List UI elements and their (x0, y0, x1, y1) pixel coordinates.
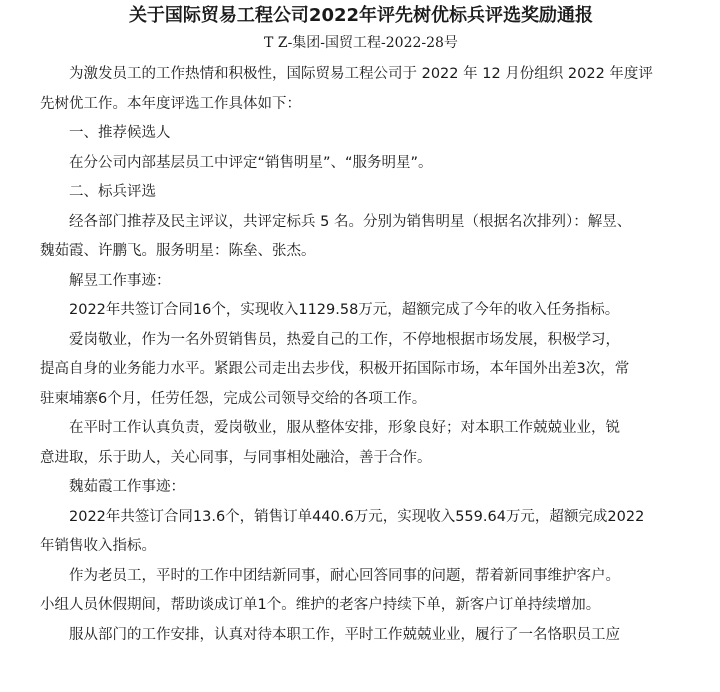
paragraph-line: 服从部门的工作安排，认真对待本职工作，平时工作兢兢业业，履行了一名恪职员工应 (69, 626, 620, 643)
paragraph-line: 2022年共签订合同13.6个，销售订单440.6万元，实现收入559.64万元，超额完成2022 (69, 508, 645, 525)
paragraph-line: 二、标兵评选 (69, 184, 156, 200)
paragraph-line: 爱岗敬业，作为一名外贸销售员，热爱自己的工作，不停地根据市场发展，积极学习， (69, 331, 620, 348)
paragraph-line: 在分公司内部基层员工中评定“销售明星”、“服务明星”。 (69, 154, 433, 171)
paragraph-line: 解昱工作事迹： (69, 272, 171, 289)
document-body (40, 60, 682, 650)
paragraph-line: 2022年共签订合同16个，实现收入1129.58万元，超额完成了今年的收入任务指标。 (69, 302, 620, 318)
paragraph-line: 驻柬埔寨6个月，任劳任怨，完成公司领导交给的各项工作。 (40, 390, 427, 407)
document-title: 关于国际贸易工程公司2022年评先树优标兵评选奖励通报 (128, 5, 594, 26)
paragraph-line: 经各部门推荐及民主评议，共评定标兵 5 名。分别为销售明星（根据名次排列）：解昱、 (69, 213, 632, 230)
paragraph-line: 作为老员工，平时的工作中团结新同事，耐心回答同事的问题，帮着新同事维护客户。 (69, 567, 620, 584)
document-number: T Z-集团-国贸工程-2022-28号 (264, 35, 458, 51)
paragraph-line: 意进取，乐于助人，关心同事，与同事相处融洽，善于合作。 (40, 449, 432, 466)
paragraph-line: 年销售收入指标。 (40, 538, 156, 554)
paragraph-line: 魏茹霞、许鹏飞。服务明星：陈垒、张杰。 (40, 243, 316, 259)
paragraph-line: 小组人员休假期间，帮助谈成订单1个。维护的老客户持续下单，新客户订单持续增加。 (40, 597, 601, 613)
paragraph-line: 为激发员工的工作热情和积极性，国际贸易工程公司于 2022 年 12 月份组织 2022 年度评 (69, 66, 653, 82)
paragraph-line: 先树优工作。本年度评选工作具体如下： (40, 95, 301, 112)
paragraph-line: 一、推荐候选人 (69, 125, 171, 141)
paragraph-line: 在平时工作认真负责，爱岗敬业，服从整体安排，形象良好；对本职工作兢兢业业，锐 (69, 420, 620, 436)
paragraph-line: 提高自身的业务能力水平。紧跟公司走出去步伐，积极开拓国际市场，本年国外出差3次，常 (40, 361, 630, 377)
paragraph-line: 魏茹霞工作事迹： (69, 479, 185, 495)
